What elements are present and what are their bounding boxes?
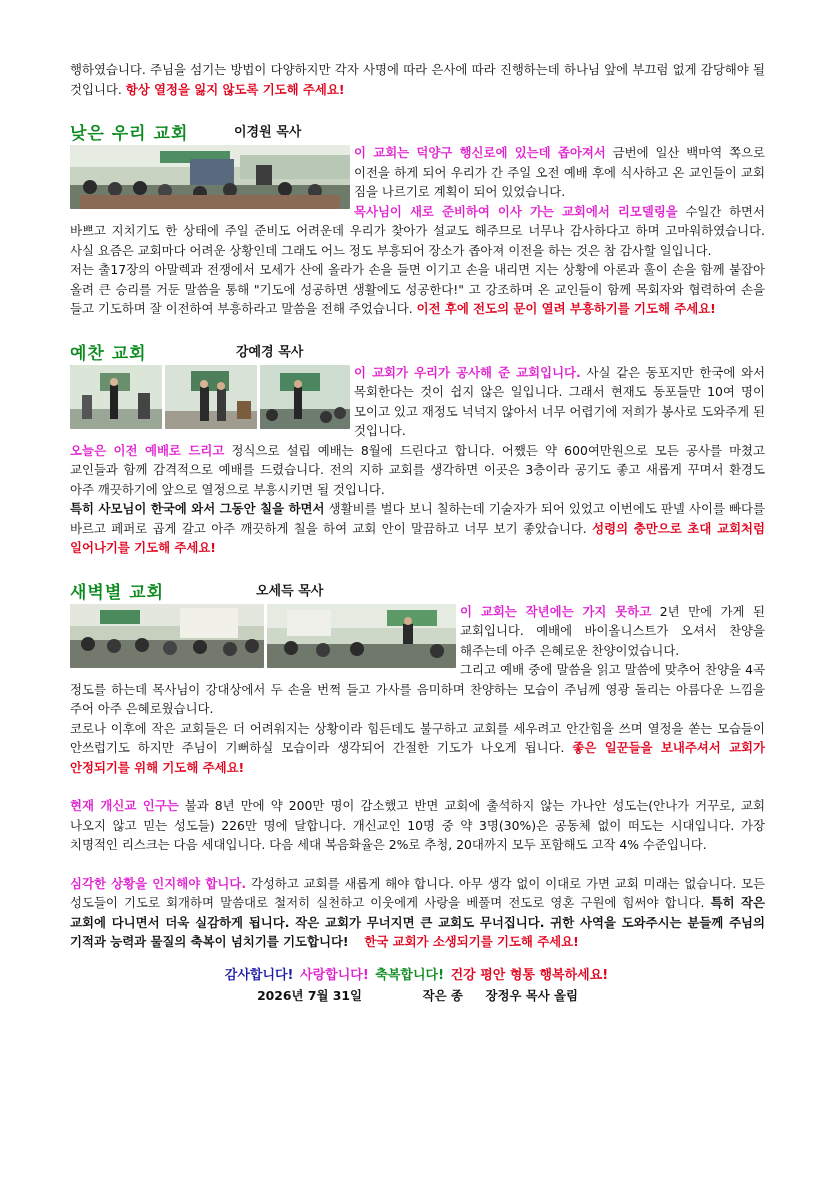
church2-prayer-request: 성령의 충만으로 초대 교회처럼 일어나기를 기도해 주세요! xyxy=(70,520,765,555)
church2-wife-text: 생활비를 벌다 보니 칠하는데 기술자가 되어 있었고 이번에도 판넬 사이를 빠다를 바르고 페퍼로 곱게 갈고 아주 깨끗하게 칠을 하여 교회 안이 말끔하고 너무 보기 좋았습니다. xyxy=(70,501,765,536)
church1-body xyxy=(70,143,765,319)
church3-title: 새벽별 교회 xyxy=(70,578,164,606)
church2-photo-3 xyxy=(260,365,350,429)
urgent-bold: 특히 작은 교회에 다니면서 더욱 실감하게 됩니다. 작은 교회가 무너지면 큰 교회도 무너집니다. 귀한 사역을 도와주시는 분들께 주님의 기적과 능력과 물질의 축복이 넘치기를 기도합니다! xyxy=(70,895,765,949)
church1-lead-highlight: 이 교회는 덕양구 행신로에 있는데 좁아져서 xyxy=(354,145,606,160)
church3-prayer-request: 좋은 일꾼들을 보내주셔서 교회가 안정되기를 위해 기도해 주세요! xyxy=(70,740,765,775)
closing-greeting xyxy=(70,966,765,986)
status-text: 불과 8년 만에 약 200만 명이 감소했고 반면 교회에 출석하지 않는 가나안 성도는(안나가 거꾸로, 교회 나오지 않고 믿는 성도들) 226만 명에 달합니다. 개신교인 10명 중 약 3명(30%)은 공동체 없이 떠도는 시대입니다. 가장 치명적인 리스크는 다음 세대입니다. 다음 세대 복음화율은 2%로 추청, 20대까지 모두 포함해도 고작 4% 수준입니다. xyxy=(70,798,765,852)
closing-bless: 축복합니다! xyxy=(375,967,445,983)
signature-servant: 작은 종 xyxy=(422,987,463,1003)
church1-prayer-request: 이전 후에 전도의 문이 열려 부흥하기를 기도해 주세요! xyxy=(416,301,716,316)
church2-lead-highlight: 이 교회가 우리가 공사해 준 교회입니다. xyxy=(354,364,581,380)
urgent-paragraph xyxy=(70,874,765,952)
signature-name: 장정우 목사 올림 xyxy=(485,987,578,1003)
church3-photos xyxy=(70,604,456,668)
church1-lead-text: 금번에 일산 백마역 쪽으로 이전을 하게 되어 우리가 간 주일 오전 예배 후에 식사하고 온 교인들이 교회 짐을 나르기로 계획이 되어 있었습니다. xyxy=(354,145,765,199)
church3-covid-text: 코로나 이후에 작은 교회들은 더 어려워지는 상황이라 힘든데도 불구하고 교회를 세우려고 안간힘을 쓰며 열정을 쏟는 모습들이 안쓰럽기도 하지만 주님이 기뻐하실 모습이라 생각되어 간절한 기도가 나오게 됩니다. xyxy=(70,720,765,755)
church3-photo-2 xyxy=(267,604,456,668)
church2-service-text: 정식으로 설립 예배는 8월에 드린다고 합니다. 어쨌든 약 600여만원으로 모든 공사를 마쳤고 교인들과 함께 감격적으로 예배를 드렸습니다. 전의 지하 교회를 생각하면 이곳은 3층이라 공기도 좋고 새롭게 꾸며서 환경도 아주 깨끗하기에 앞으로 열정으로 부흥시키면 될 것입니다. xyxy=(70,442,765,497)
church1-pastor: 이경원 목사 xyxy=(234,125,302,140)
church2-pastor: 강예경 목사 xyxy=(236,344,304,360)
church1-title: 낮은 우리 교회 xyxy=(70,119,188,147)
intro-text: 행하였습니다. 주님을 섬기는 방법이 다양하지만 각자 사명에 따라 은사에 따라 진행하는데 하나님 앞에 부끄럼 없게 감당해야 될 것입니다. xyxy=(70,62,765,97)
church2-service-highlight: 오늘은 이전 예배로 드리고 xyxy=(70,442,225,458)
church1-sermon-text: 저는 출17장의 아말렉과 전쟁에서 모세가 산에 올라가 손을 들면 이기고 손을 내리면 지는 상황에 아론과 훌이 손을 함께 붙잡아 올려 큰 승리를 거둔 말씀을 통해 "기도에 성공하면 생활에도 성공한다!" 고 강조하며 온 교인들이 함께 목회자와 협력하여 손을 들고 기도하며 잘 이전하여 부흥하라고 말씀을 전해 주었습니다. xyxy=(70,262,765,316)
status-highlight: 현재 개신교 인구는 xyxy=(70,798,179,813)
status-paragraph xyxy=(70,796,765,855)
closing-thanks: 감사합니다! xyxy=(224,967,294,983)
intro-prayer-request: 항상 열정을 잃지 않도록 기도해 주세요! xyxy=(125,81,345,97)
church1-remodel-text: 수일간 하면서 바쁘고 지치기도 한 상태에 주일 준비도 어려운데 우리가 찾아가 설교도 해주므로 너무나 감사하다고 하며 고마워하였습니다. 사실 요즘은 교회마다 어려운 상황인데 그래도 어느 정도 부흥되어 장소가 좁아져 이전을 하는 것은 참 감사할 일입니다. xyxy=(70,203,765,258)
church1-worship-photo xyxy=(70,145,350,209)
church2-lead-text: 사실 같은 동포지만 한국에 와서 목회한다는 것이 쉽지 않은 일입니다. 그래서 현재도 동포들만 10여 명이 모이고 있고 재정도 넉넉지 않아서 너무 어렵기에 저희가 봉사로 도와주게 된 것입니다. xyxy=(354,364,765,438)
signature-date: 2026년 7월 31일 xyxy=(257,987,362,1003)
church2-header xyxy=(70,339,765,363)
closing-love: 사랑합니다! xyxy=(300,967,369,983)
church3-body xyxy=(70,602,765,778)
church2-photo-2 xyxy=(165,365,257,429)
newsletter-page xyxy=(70,60,765,1005)
church1-header xyxy=(70,119,765,143)
church2-photo-1 xyxy=(70,365,162,429)
church3-worship-text: 그리고 예배 중에 말씀을 읽고 말씀에 맞추어 찬양을 4곡 정도를 하는데 목사님이 강대상에서 두 손을 번쩍 들고 가사를 음미하며 찬양하는 모습이 주님께 영광 돌리는 아름다운 느낌을 주어 아주 은혜로웠습니다. xyxy=(70,662,765,716)
church2-title: 예찬 교회 xyxy=(70,339,147,367)
urgent-prayer-request: 한국 교회가 소생되기를 기도해 주세요! xyxy=(364,934,579,949)
church3-pastor: 오세득 목사 xyxy=(256,583,324,599)
church2-wife-bold: 특히 사모님이 한국에 와서 그동안 칠을 하면서 xyxy=(70,501,325,516)
closing-wish: 건강 평안 형통 행복하세요! xyxy=(450,967,609,983)
urgent-highlight: 심각한 상황을 인지해야 합니다. xyxy=(70,875,247,891)
church1-photo xyxy=(70,145,350,209)
intro-paragraph xyxy=(70,60,765,99)
signature-line xyxy=(70,986,765,1005)
church3-header xyxy=(70,578,765,602)
church3-lead-text: 2년 만에 가게 된 교회입니다. 예배에 바이올니스트가 오셔서 찬양을 해주는데 아주 은혜로운 찬양이었습니다. xyxy=(460,603,765,658)
urgent-text: 각성하고 교회를 새롭게 해야 합니다. 아무 생각 없이 이대로 가면 교회 미래는 없습니다. 모든 성도들이 기도로 회개하며 말씀대로 철저히 실천하고 이웃에게 사랑을 베풀며 전도로 영혼 구원에 힘써야 합니다. xyxy=(70,875,766,910)
church1-remodel-highlight: 목사님이 새로 준비하여 이사 가는 교회에서 리모델링을 xyxy=(354,203,678,219)
church2-photos xyxy=(70,365,350,429)
church3-lead-highlight: 이 교회는 작년에는 가지 못하고 xyxy=(460,603,652,619)
church3-photo-1 xyxy=(70,604,264,668)
church2-body xyxy=(70,363,765,558)
